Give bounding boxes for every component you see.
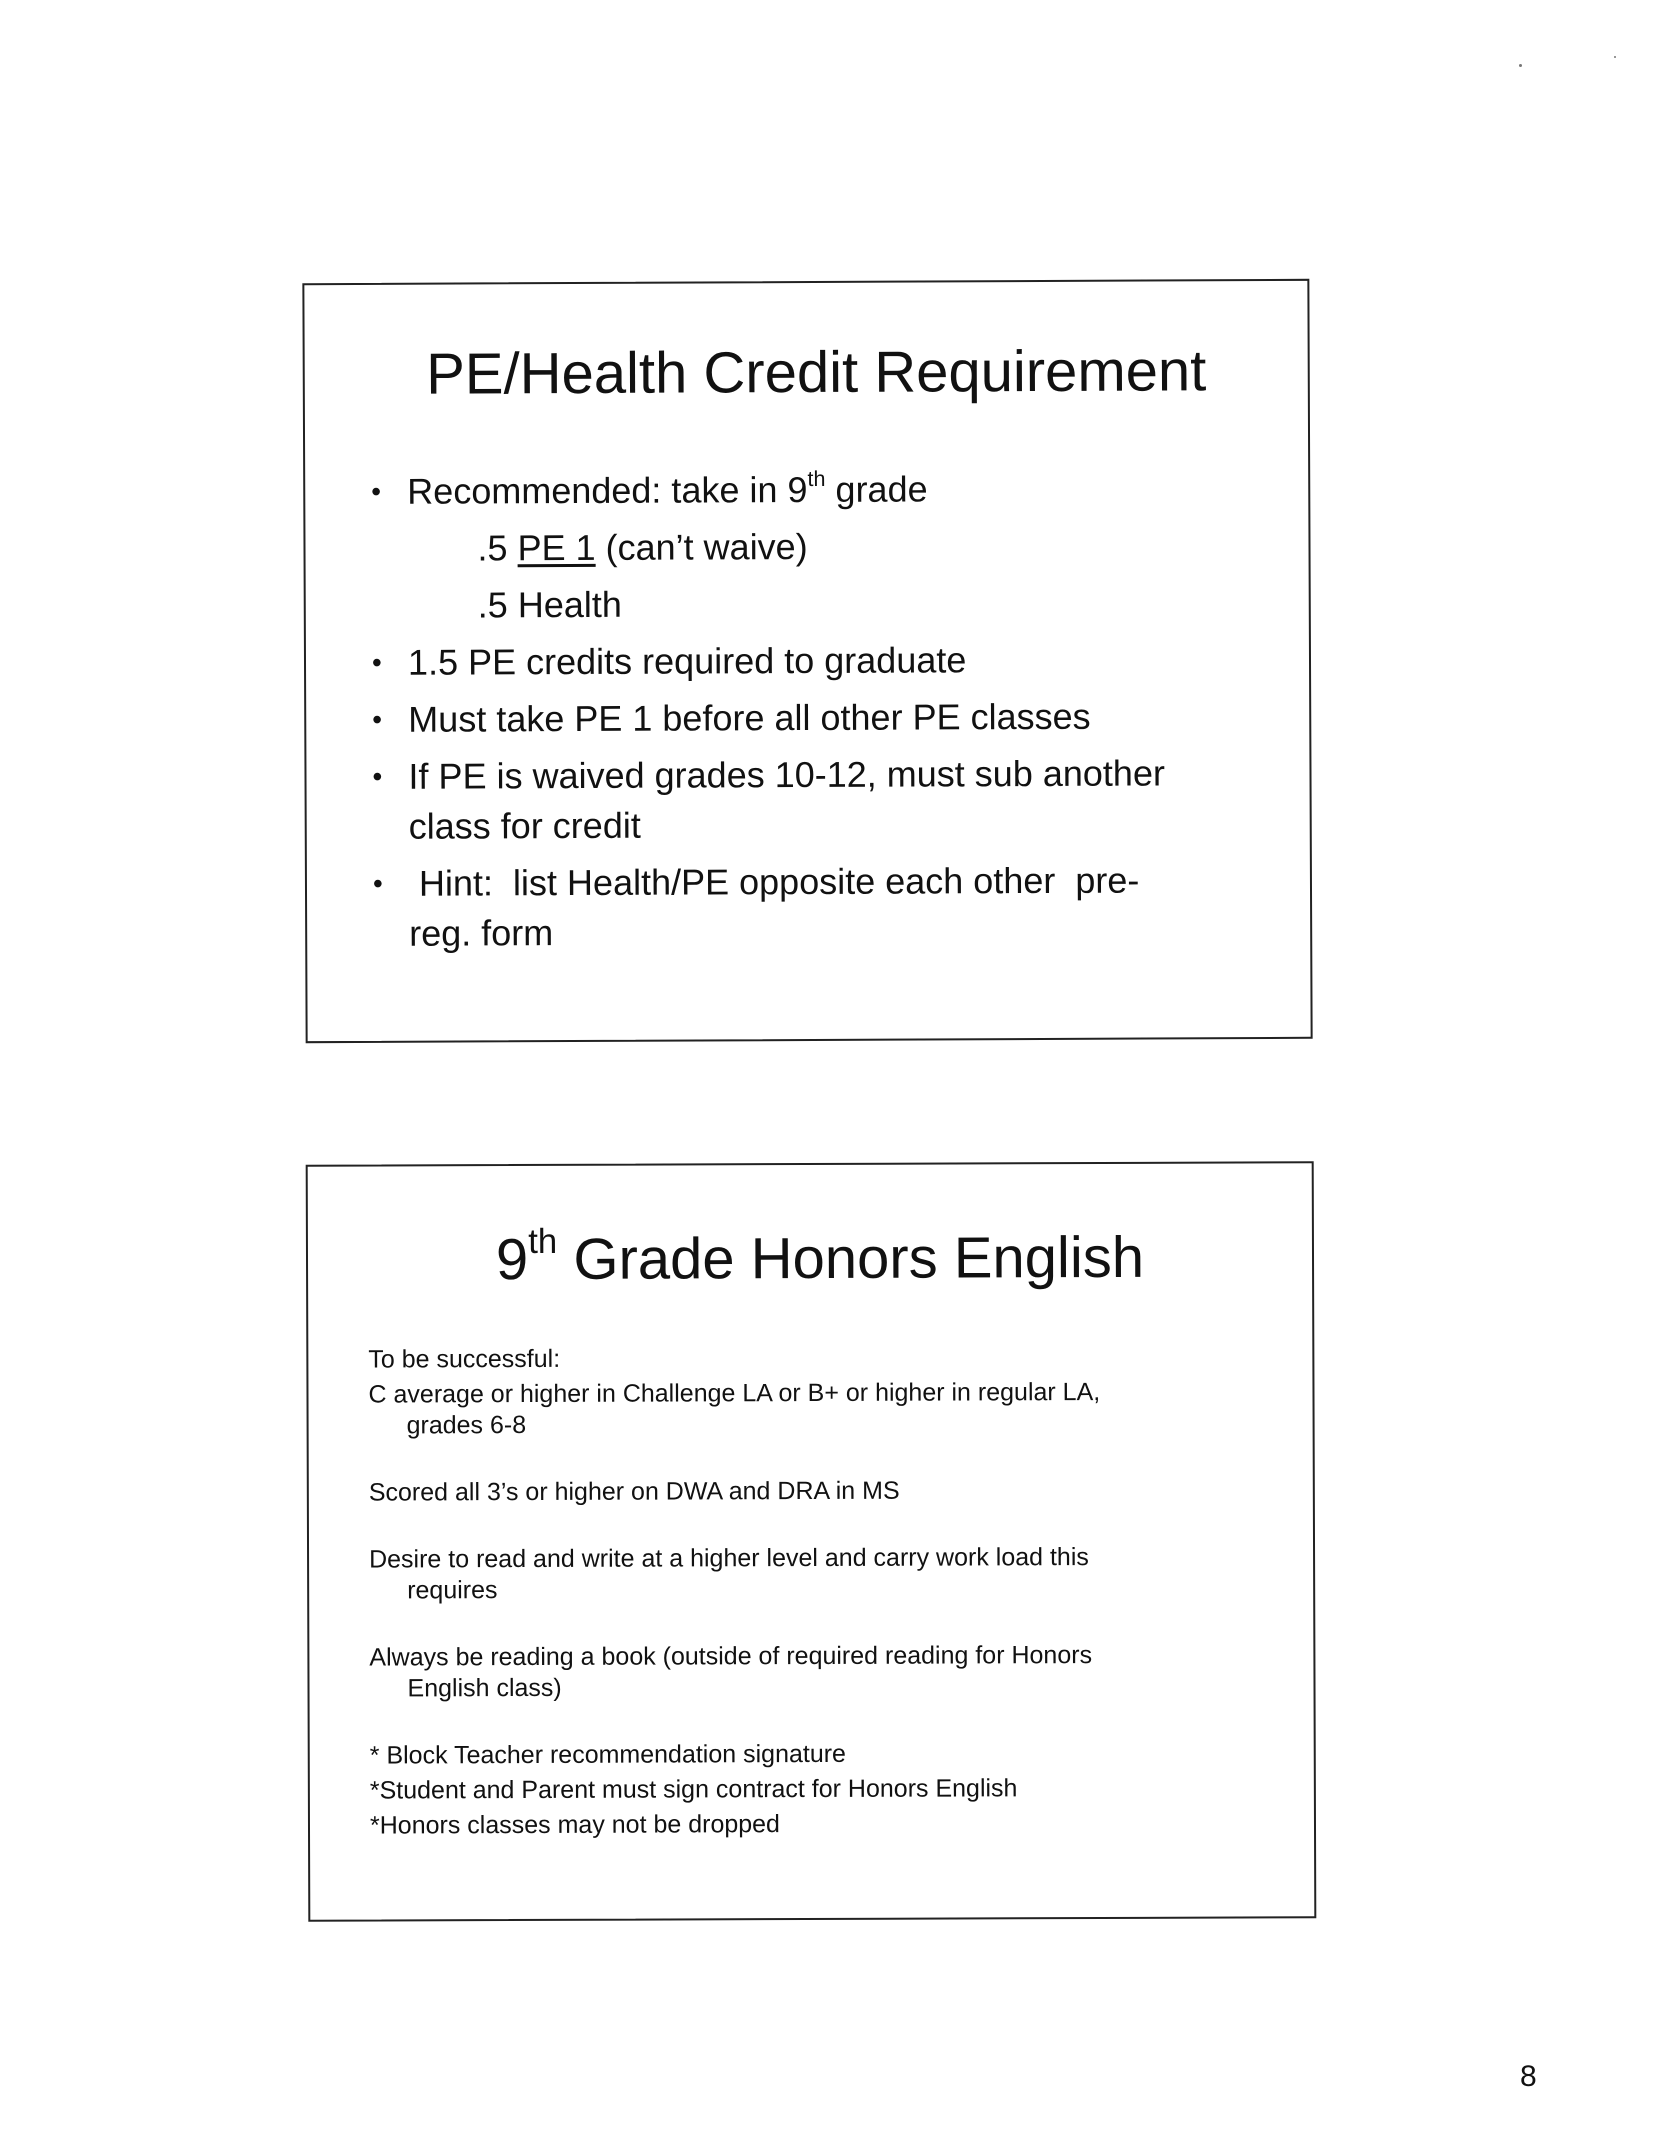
bullet-item (367, 855, 1267, 959)
body-line: C average or higher in Challenge LA or B+ or higher in regular LA, (368, 1377, 1101, 1409)
slide-title: PE/Health Credit Requirement (426, 338, 1207, 407)
slide-honors-english (306, 1161, 1317, 1922)
underlined-text: PE 1 (517, 526, 596, 569)
sub-item-text: .5 (477, 527, 518, 569)
body-line: To be successful: (368, 1344, 561, 1374)
bullet-text: grade (825, 468, 928, 510)
bullet-text: If PE is waived grades 10-12, must sub another (408, 752, 1165, 797)
scan-speck (1614, 56, 1616, 58)
body-line: grades 6-8 (406, 1410, 527, 1440)
bullet-icon: • (371, 646, 382, 678)
sub-item-text: (can’t waive) (595, 525, 808, 568)
body-line: Desire to read and write at a higher level and carry work load this (369, 1543, 1089, 1574)
bullet-text: 1.5 PE credits required to graduate (407, 639, 967, 683)
note-line: *Honors classes may not be dropped (369, 1810, 780, 1840)
superscript: th (528, 1222, 558, 1262)
sub-item (365, 520, 1265, 574)
bullet-item (365, 463, 1265, 517)
body-line: Always be reading a book (outside of required reading for Honors (369, 1641, 1093, 1672)
slide-title (308, 1222, 1312, 1293)
bullet-item (366, 748, 1266, 852)
body-paragraph: Scored all 3’s or higher on DWA and DRA in MS (368, 1476, 900, 1507)
body-paragraph (369, 1639, 1269, 1704)
body-line: English class) (407, 1673, 562, 1703)
body-paragraph (369, 1541, 1269, 1606)
title-text: Grade Honors English (557, 1224, 1145, 1292)
body-line: requires (407, 1576, 498, 1605)
bullet-text: Must take PE 1 before all other PE classes (408, 695, 1091, 740)
bullet-icon: • (372, 760, 383, 792)
bullet-item (366, 634, 1266, 688)
title-text: 9 (495, 1226, 529, 1293)
bullet-icon: • (371, 475, 382, 507)
bullet-item (366, 691, 1266, 745)
bullet-list (365, 463, 1267, 966)
bullet-text: reg. form (409, 912, 554, 954)
bullet-text: Recommended: take in 9 (407, 468, 808, 512)
sub-item: .5 Health (477, 583, 622, 626)
slide-body (368, 1341, 1270, 1845)
scan-speck (1519, 64, 1522, 67)
bullet-icon: • (372, 703, 383, 735)
bullet-icon: • (372, 867, 383, 899)
bullet-text: Hint: list Health/PE opposite each other pre- (408, 859, 1140, 904)
bullet-text: class for credit (408, 804, 641, 847)
page-number: 8 (1520, 2060, 1537, 2093)
note-line: *Student and Parent must sign contract for Honors English (369, 1774, 1018, 1805)
slide-pe-health (302, 279, 1312, 1043)
note-line: * Block Teacher recommendation signature (369, 1739, 846, 1770)
superscript: th (807, 465, 826, 491)
body-paragraph (368, 1376, 1268, 1441)
